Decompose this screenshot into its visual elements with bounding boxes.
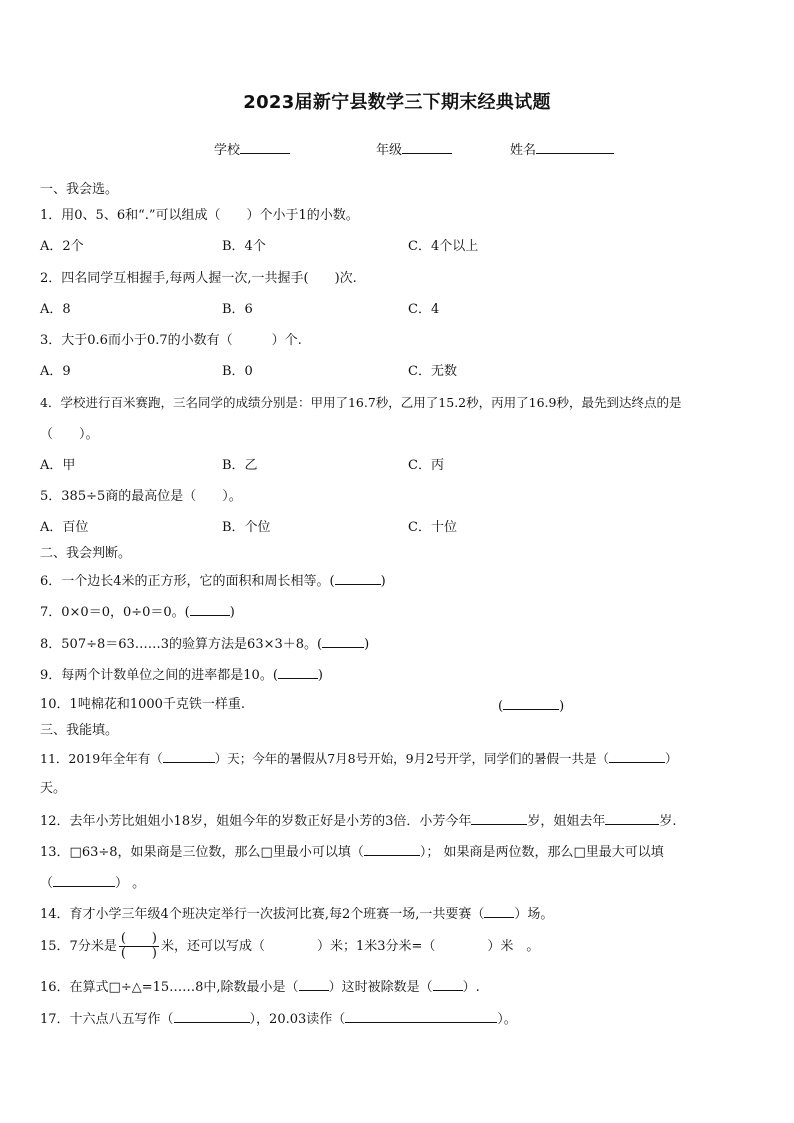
question-12-text-b: 岁，姐姐去年 — [527, 814, 606, 829]
q10-close-paren: ) — [559, 699, 565, 714]
question-10: 10．1吨棉花和1000千克铁一样重. — [40, 697, 246, 712]
q2-option-b[interactable]: B．6 — [222, 302, 253, 317]
q11-blank-1[interactable] — [163, 749, 215, 763]
question-3: 3．大于0.6而小于0.7的小数有（ ）个. — [40, 333, 302, 348]
question-13 — [40, 842, 664, 862]
q15-fraction[interactable] — [119, 932, 159, 961]
q12-blank-2[interactable] — [605, 811, 659, 825]
school-field — [214, 140, 290, 160]
school-blank[interactable] — [240, 140, 290, 154]
question-11-text-a: 11．2019年全年有（ — [40, 751, 163, 766]
q1-option-b[interactable]: B．4个 — [222, 239, 266, 254]
question-2: 2．四名同学互相握手,每两人握一次,一共握手( )次. — [40, 271, 357, 286]
question-1: 1．用0、5、6和“.”可以组成（ ）个小于1的小数。 — [40, 208, 359, 223]
school-label: 学校 — [214, 143, 241, 158]
question-7-text: 7．0×0＝0，0÷0＝0。( — [40, 605, 190, 620]
q8-close-paren: ) — [364, 637, 370, 652]
q3-option-c[interactable]: C．无数 — [408, 364, 457, 379]
q7-answer-blank[interactable] — [190, 602, 230, 616]
q5-option-b[interactable]: B．个位 — [222, 520, 271, 535]
section-heading-fill: 三、我能填。 — [40, 723, 119, 738]
q11-blank-2[interactable] — [609, 749, 665, 763]
question-9-text: 9．每两个计数单位之间的进率都是10。( — [40, 668, 278, 683]
question-15 — [40, 932, 539, 962]
question-16 — [40, 977, 480, 997]
question-13-text-a: 13．□63÷8，如果商是三位数，那么□里最小可以填（ — [40, 845, 364, 860]
q9-answer-blank[interactable] — [278, 665, 318, 679]
question-17 — [40, 1009, 517, 1029]
question-6 — [40, 571, 386, 591]
q16-blank-2[interactable] — [433, 977, 463, 991]
question-11 — [40, 749, 678, 768]
q3-option-b[interactable]: B．0 — [222, 364, 253, 379]
q17-blank-2[interactable] — [345, 1009, 497, 1023]
section-heading-choice: 一、我会选。 — [40, 182, 119, 197]
question-8-text: 8．507÷8＝63……3的验算方法是63×3＋8。( — [40, 637, 323, 652]
q6-answer-blank[interactable] — [335, 571, 381, 585]
q2-option-a[interactable]: A．8 — [40, 302, 71, 317]
question-4: 4．学校进行百米赛跑，三名同学的成绩分别是：甲用了16.7秒，乙用了15.2秒，丙用了16.9秒，最先到达终点的是 — [40, 395, 682, 410]
question-6-text: 6．一个边长4米的正方形，它的面积和周长相等。( — [40, 574, 335, 589]
q10-open-paren: ( — [498, 699, 504, 714]
q15-fraction-denominator: ( ) — [120, 946, 157, 961]
question-13-line2-b: ） 。 — [115, 876, 146, 891]
question-11-text-b: ）天；今年的暑假从7月8号开始，9月2号开学，同学们的暑假一共是（ — [214, 751, 610, 766]
question-16-text-a: 16．在算式□÷△=15……8中,除数最小是（ — [40, 980, 299, 995]
question-7 — [40, 602, 235, 622]
page-title: 2023届新宁县数学三下期末经典试题 — [243, 92, 551, 113]
q1-option-c[interactable]: C．4个以上 — [408, 239, 479, 254]
question-5: 5．385÷5商的最高位是（ ）。 — [40, 489, 242, 504]
q13-blank-1[interactable] — [364, 842, 420, 856]
q10-answer-blank[interactable] — [503, 696, 559, 710]
question-16-text-b: ）这时被除数是（ — [328, 980, 433, 995]
q5-option-c[interactable]: C．十位 — [408, 520, 457, 535]
q4-option-a[interactable]: A．甲 — [40, 458, 76, 473]
q1-option-a[interactable]: A．2个 — [40, 239, 84, 254]
question-12-text-a: 12．去年小芳比姐姐小18岁，姐姐今年的岁数正好是小芳的3倍．小芳今年 — [40, 814, 472, 829]
question-11-line2: 天。 — [40, 781, 67, 796]
grade-field — [376, 140, 452, 160]
q16-blank-1[interactable] — [299, 977, 329, 991]
q7-close-paren: ) — [229, 605, 235, 620]
question-14 — [40, 904, 553, 924]
q14-blank[interactable] — [484, 904, 514, 918]
question-12 — [40, 811, 677, 831]
q12-blank-1[interactable] — [471, 811, 527, 825]
question-13-text-b: ）； 如果商是两位数，那么□里最大可以填 — [419, 845, 664, 860]
question-15-text-b: 米，还可以写成（ ）米；1米3分米=（ ）米 。 — [160, 939, 540, 954]
question-17-text-a: 17．十六点八五写作（ — [40, 1012, 174, 1027]
question-13-line2 — [40, 873, 145, 893]
question-14-text-b: ）场。 — [514, 907, 554, 922]
q10-answer — [498, 696, 564, 716]
name-blank[interactable] — [536, 140, 614, 154]
question-16-text-c: ）. — [462, 980, 480, 995]
q2-option-c[interactable]: C．4 — [408, 302, 440, 317]
question-12-text-c: 岁. — [659, 814, 677, 829]
q15-fraction-numerator: ( ) — [120, 931, 157, 946]
question-8 — [40, 634, 369, 654]
question-17-text-c: ）。 — [497, 1012, 517, 1027]
q5-option-a[interactable]: A．百位 — [40, 520, 89, 535]
q3-option-a[interactable]: A．9 — [40, 364, 71, 379]
question-4-line2: （ ）。 — [40, 427, 99, 442]
q4-option-c[interactable]: C．丙 — [408, 458, 444, 473]
question-15-text-a: 15．7分米是 — [40, 939, 117, 954]
q13-blank-2[interactable] — [53, 873, 115, 887]
q17-blank-1[interactable] — [174, 1009, 250, 1023]
grade-label: 年级 — [376, 143, 403, 158]
q4-option-b[interactable]: B．乙 — [222, 458, 258, 473]
q6-close-paren: ) — [380, 574, 386, 589]
question-13-line2-a: （ — [40, 876, 54, 891]
q9-close-paren: ) — [317, 668, 323, 683]
name-label: 姓名 — [510, 143, 537, 158]
question-14-text-a: 14．育才小学三年级4个班决定举行一次拔河比赛,每2个班赛一场,一共要赛（ — [40, 907, 485, 922]
question-11-text-c: ） — [665, 751, 678, 766]
question-9 — [40, 665, 323, 685]
question-17-text-b: ），20.03读作（ — [249, 1012, 346, 1027]
grade-blank[interactable] — [402, 140, 452, 154]
name-field — [510, 140, 614, 160]
q8-answer-blank[interactable] — [322, 634, 364, 648]
section-heading-judge: 二、我会判断。 — [40, 546, 132, 561]
